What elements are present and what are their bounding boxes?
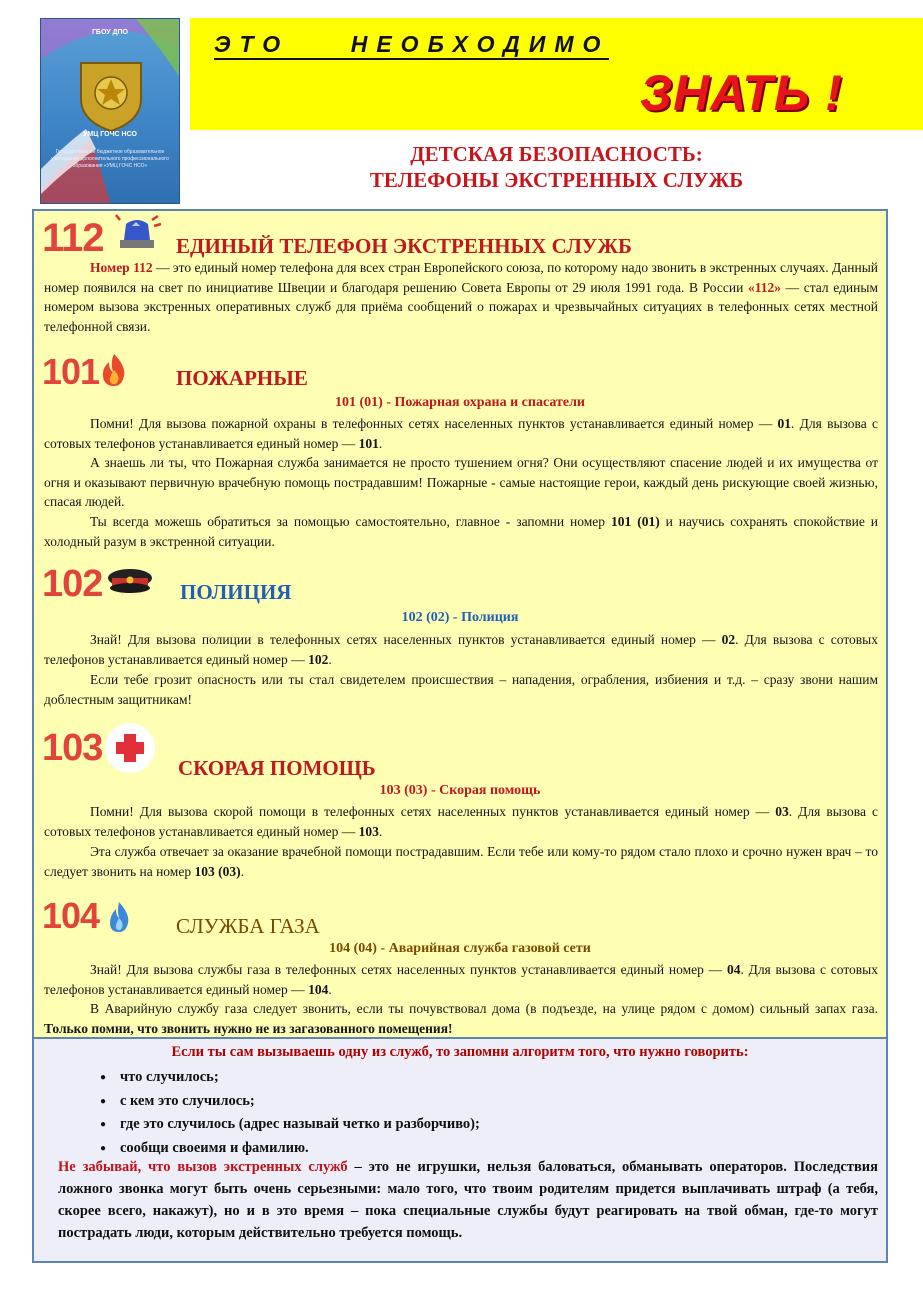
paragraph-102-1 [44, 630, 878, 669]
heading-102: ПОЛИЦИЯ [180, 580, 292, 604]
text-103-2c: . [240, 863, 244, 879]
paragraph-103-1 [44, 802, 878, 841]
logo-top-text: ГБОУ ДПО [91, 29, 129, 36]
text-101-a: Помни! Для вызова пожарной охраны в телефонных сетях населенных пунктов устанавливается единый номер — [90, 416, 778, 431]
emblem-icon [41, 19, 180, 204]
number-112: 112 [42, 216, 104, 260]
text-112-a: — это единый номер телефона для всех стран Европейского союза, по которому надо звонить в экстренных случаях. Данный номер появился на свет по инициативе Швеции и благодаря решению Совета Европы от 29 июля 1991 года. В России [44, 260, 878, 295]
paragraph-103-2 [44, 842, 878, 881]
paragraph-104-1 [44, 960, 878, 999]
list-item: ● сообщи своеимя и фамилию. [100, 1137, 480, 1161]
number-101: 101 [42, 351, 100, 392]
number-103: 103 [42, 727, 103, 769]
bold-112: Номер 112 [90, 260, 153, 275]
number-104: 104 [42, 895, 100, 936]
text-104-c: . Для вызова с сотовых телефонов устанавливается единый номер — [44, 962, 878, 997]
gas-flame-icon [106, 900, 132, 934]
text-101-e: . [378, 435, 383, 451]
heading-103: СКОРАЯ ПОМОЩЬ [178, 756, 376, 780]
algorithm-title: Если ты сам вызываешь одну из служб, то запомни алгоритм того, что нужно говорить: [171, 1044, 749, 1060]
list-item: ● с кем это случилось; [100, 1090, 480, 1114]
bold-103-03: 03 [775, 804, 789, 819]
text-103-e: . [378, 823, 383, 839]
list-item: ● где это случилось (адрес называй четко и разборчиво); [100, 1113, 480, 1137]
text-104-2a: В Аварийную службу газа следует звонить, если ты почувствовал дома (в подъезде, на улице рядом с домом) сильный запах газа. [90, 1001, 878, 1016]
bold-101-3b: 101 (01) [611, 514, 660, 529]
subheading-104: 104 (04) - Аварийная служба газовой сети [329, 941, 591, 956]
bold-104-2b: Только помни, что звонить нужно не из загазованного помещения! [44, 1020, 453, 1036]
text-102-a: Знай! Для вызова полиции в телефонных сетях населенных пунктов устанавливается единый номер — [90, 632, 722, 647]
paragraph-101-1 [44, 414, 878, 453]
text-101-3a: Ты всегда можешь обратиться за помощью самостоятельно, главное - запомни номер [90, 514, 611, 529]
subheading-102: 102 (02) - Полиция [401, 610, 519, 625]
text-103-2a: Эта служба отвечает за оказание врачебной помощи пострадавшим. Если тебе или кому-то рядом стало плохо и срочно нужен врач – то следует звонить на номер [44, 844, 878, 879]
bold-102-02: 02 [721, 632, 736, 647]
banner-big-text: ЗНАТЬ ! [640, 65, 843, 121]
warning-paragraph [58, 1156, 878, 1244]
bold-104-04: 04 [726, 962, 741, 977]
paragraph-102-2: Если тебе грозит опасность или ты стал свидетелем происшествия – нападения, ограбления, избиения и т.д. – сразу звони нашим доблестным защитникам! [44, 672, 878, 707]
siren-icon [114, 212, 162, 252]
paragraph-104-2 [44, 999, 878, 1038]
heading-101: ПОЖАРНЫЕ [176, 366, 308, 390]
fire-icon [100, 352, 128, 388]
medical-cross-icon [104, 722, 156, 774]
logo-bottom-text: УМЦ ГОЧС НСО [83, 131, 137, 138]
subheading-103: 103 (03) - Скорая помощь [379, 783, 541, 798]
text-102-e: . [328, 651, 332, 667]
heading-112: ЕДИНЫЙ ТЕЛЕФОН ЭКСТРЕННЫХ СЛУЖБ [176, 234, 632, 258]
paragraph-101-2: А знаешь ли ты, что Пожарная служба занимается не просто тушением огня? Они осуществляют спасение людей и их имущества от огня и оказывают первичную врачебную помощь пострадавшим! Пожарные - самые настоящие герои, каждый день рискующие своей жизнью, спасая людей. [44, 455, 878, 509]
subheading-101: 101 (01) - Пожарная охрана и спасатели [335, 395, 585, 410]
paragraph-101-3 [44, 512, 878, 551]
bold-103-103: 103 [358, 823, 379, 839]
bold-102-102: 102 [308, 651, 329, 667]
page-subtitle-line2: ТЕЛЕФОНЫ ЭКСТРЕННЫХ СЛУЖБ [369, 168, 744, 192]
page-subtitle-line1: ДЕТСКАЯ БЕЗОПАСНОСТЬ: [410, 142, 703, 166]
text-103-c: . Для вызова с сотовых телефонов устанавливается единый номер — [44, 804, 878, 839]
text-102-c: . Для вызова с сотовых телефонов устанавливается единый номер — [44, 632, 878, 667]
text-104-a: Знай! Для вызова службы газа в телефонных сетях населенных пунктов устанавливается единый номер — [90, 962, 727, 977]
bold-101-01: 01 [777, 416, 792, 431]
warning-text: – это не игрушки, нельзя баловаться, обманывать операторов. Последствия ложного звонка могут быть очень серьезными: мало того, что твоим родителям придется выплачивать штраф (а тебя, скорее всего, накажут), но и в это время – пока специальные службы будут реагировать на твой обман, где-то могут пострадать люди, которым действительно требуется помощь. [58, 1159, 879, 1241]
logo-small-text: Государственное бюджетное образовательное учреждение дополнительного профессионального образования «УМЦ ГОЧС НСО» [51, 149, 169, 169]
list-item: ● что случилось; [100, 1066, 480, 1090]
text-101-c: . Для вызова с сотовых телефонов устанавливается единый номер — [44, 416, 878, 451]
algorithm-list [100, 1066, 480, 1160]
bold-112-quoted: «112» [747, 279, 781, 295]
organization-logo [40, 18, 180, 204]
text-103-a: Помни! Для вызова скорой помощи в телефонных сетях населенных пунктов устанавливается единый номер — [90, 804, 776, 819]
paragraph-112 [44, 258, 878, 336]
banner-top-text: ЭТО НЕОБХОДИМО [214, 30, 609, 60]
bold-104-104: 104 [308, 981, 329, 997]
text-104-e: . [328, 981, 332, 997]
text-112-b: — стал единым номером вызова экстренных оперативных служб для приёма сообщений о пожарах и чрезвычайных ситуациях в телефонных сетях местной телефонной связи. [44, 279, 878, 334]
bold-101-101: 101 [358, 435, 379, 451]
heading-104: СЛУЖБА ГАЗА [176, 914, 320, 938]
number-102: 102 [42, 563, 103, 605]
police-cap-icon [104, 566, 156, 600]
warning-red-text: Не забывай, что вызов экстренных служб [58, 1159, 348, 1175]
bold-103-2b: 103 (03) [194, 863, 241, 879]
text-101-3c: и научись сохранять спокойствие и холодный разум в экстренной ситуации. [44, 514, 878, 549]
